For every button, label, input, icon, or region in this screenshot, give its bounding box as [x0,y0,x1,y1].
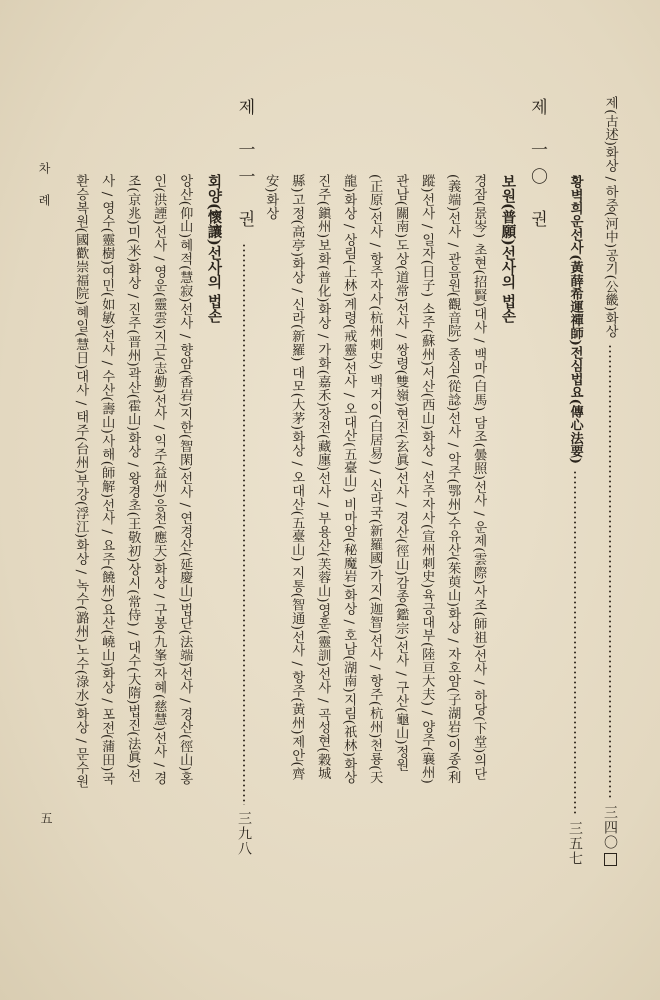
section-title: 황벽희운선사(黃薛希運禪師)전심법요(傳心法要) [567,175,583,464]
toc-entry-line: 경잠(景岑) 초현(招賢)대사 / 백마(白馬) 담조(曇照)선사 / 운제(雲際)사조(師祖)선사 / 하당(下堂)의단 [471,174,487,781]
toc-entry-line: 진주(鎭州)보화(普化)화상 / 가화(嘉禾)장전(藏廛)선사 / 부용산(芙蓉山)영훈(靈訓)선사 / 곡성현(穀城 [315,174,331,780]
chapter-heading-11 [234,98,254,856]
toc-page-number: 三九八 [236,811,252,856]
leader-dots [609,344,611,799]
toc-entry-line: 蹤)선사 / 일자(日子) 소주(蘇州)서산(西山)화상 / 선주자사(宣州刺史)육긍대부(陸亘大夫) / 양주(襄州) [419,174,435,784]
toc-entry-line: 관남(關南)도상(道常)선사 / 쌍령(雙嶺)현진(玄眞)선사 / 경산(徑山)감종(鑑宗)선사 / 구산(龜山)정원 [393,174,409,772]
toc-entry-line: (正原)선사 / 항주자사(杭州刺史) 백거이(白居易) / 신라국(新羅國)가지(迦智)선사 / 항주(杭州)천룡(天 [367,174,383,784]
toc-entry-line: 사 / 영수(靈樹)여민(如敏)선사 / 수산(壽山)사해(師解)선사 / 요주(饒州)요산(嶢山)화상 / 포전(蒲田)국 [99,174,115,785]
toc-page-number: 三四〇 [602,805,618,850]
chapter-heading-10: 제 一〇 권 [527,98,547,237]
checkbox-icon [604,853,617,866]
toc-entry-line: 龍)화상 / 상림(上林)계령(戒靈)선사 / 오대산(五臺山) 비마암(秘魔岩)화상 / 호남(湖南)지림(祇林)화상 [341,174,357,784]
leader-dots [574,470,576,815]
leader-dots [243,243,245,805]
toc-line-section-title [565,175,585,866]
subsection-heading: 보원(普願)선사의 법손 [499,174,517,324]
subsection-heading: 회양(懷讓)선사의 법손 [205,174,223,324]
page-number: 五 [39,812,53,824]
side-tab-label: 차 례 [37,162,51,214]
toc-line-prev-section [601,96,619,866]
toc-page-number: 三五七 [567,821,583,866]
toc-entry-line: (義端)선사 / 관음원(觀音院) 종심(從諗)선사 / 악주(鄂州)수유산(茱萸山)화상 / 자호암(子湖岩)이종(利 [445,174,461,784]
toc-entry-line: 安)화상 [263,174,279,220]
toc-entry-line: 인(洪諲)선사 / 영운(靈雲)지근(志勤)선사 / 익주(益州)응천(應天)화상 / 구봉(九峯)자혜(慈慧)선사 / 경 [151,174,167,785]
toc-entry-line: 앙산(仰山)혜적(慧寂)선사 / 향암(香岩)지한(智閑)선사 / 연경산(延慶山)법단(法端)선사 / 경산(徑山)홍 [177,174,193,785]
toc-entry-line: 환승복원(國歡崇福院)혜일(慧日)대사 / 태주(台州)부강(浮江)화상 / 녹수(潞州)노수(淥水)화상 / 문수원 [73,174,89,788]
toc-line-prev-text: 제(古述)화상 / 하중(河中)공기(公畿)화상 [602,96,618,338]
chapter-title: 제 一一 권 [234,98,255,237]
toc-entry-line: 縣)고정(高亭)화상 / 신라(新羅) 대모(大茅)화상 / 오대산(五臺山) 지통(智通)선사 / 항주(黃州)제안(齊 [289,174,305,781]
toc-entry-line: 조(京兆)미(米)화상 / 진주(晋州)곽산(霍山)화상 / 왕경초(王敬初)상시(常侍) / 대수(大隋)법진(法眞)선 [125,174,141,783]
